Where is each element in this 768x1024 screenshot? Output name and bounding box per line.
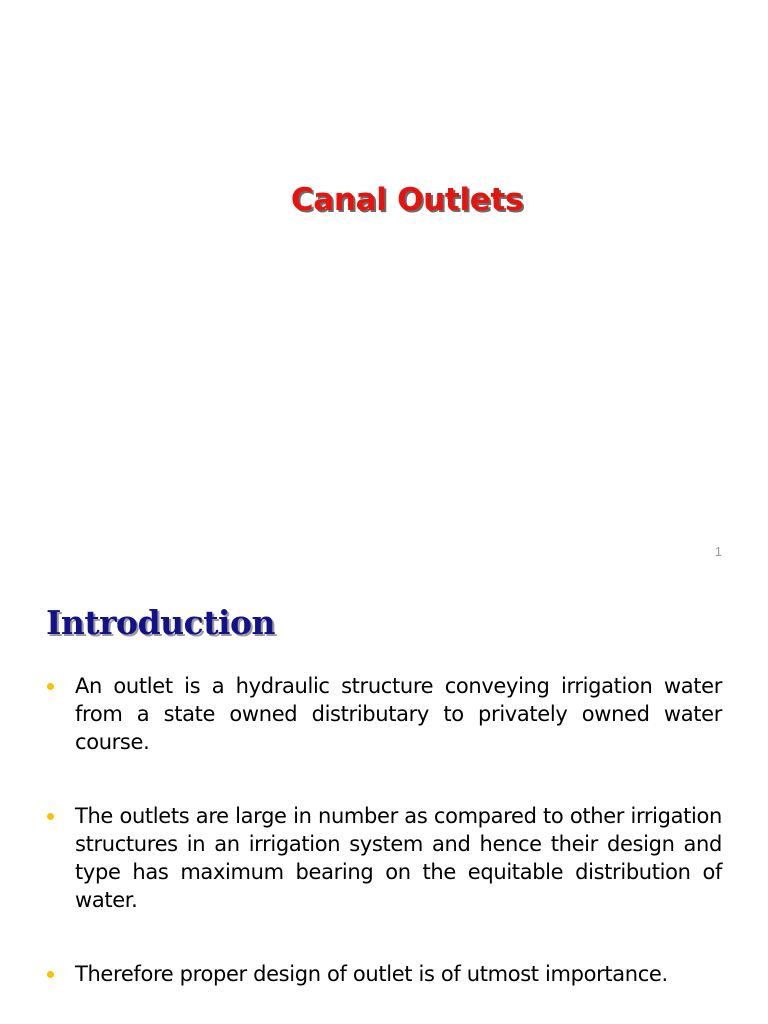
- bullet-dot-icon: [47, 683, 54, 690]
- bullet-text: An outlet is a hydraulic structure conveying irrigation water from a state owned distributary to privately owned water course.: [75, 674, 722, 754]
- bullet-list: [46, 672, 722, 988]
- slide-introduction: [0, 576, 768, 1024]
- bullet-text: The outlets are large in number as compared to other irrigation structures in an irrigation system and hence their design and type has maximum bearing on the equitable distribution of water.: [75, 804, 722, 912]
- bullet-item: [46, 960, 722, 988]
- bullet-dot-icon: [47, 813, 54, 820]
- bullet-item: [46, 802, 722, 914]
- slide-title-heading: Canal Outlets: [290, 182, 524, 218]
- section-heading: Introduction: [46, 603, 276, 642]
- bullet-item: [46, 672, 722, 756]
- slide-page-number: 1: [714, 544, 722, 559]
- bullet-text: Therefore proper design of outlet is of utmost importance.: [75, 962, 668, 986]
- bullet-dot-icon: [47, 971, 54, 978]
